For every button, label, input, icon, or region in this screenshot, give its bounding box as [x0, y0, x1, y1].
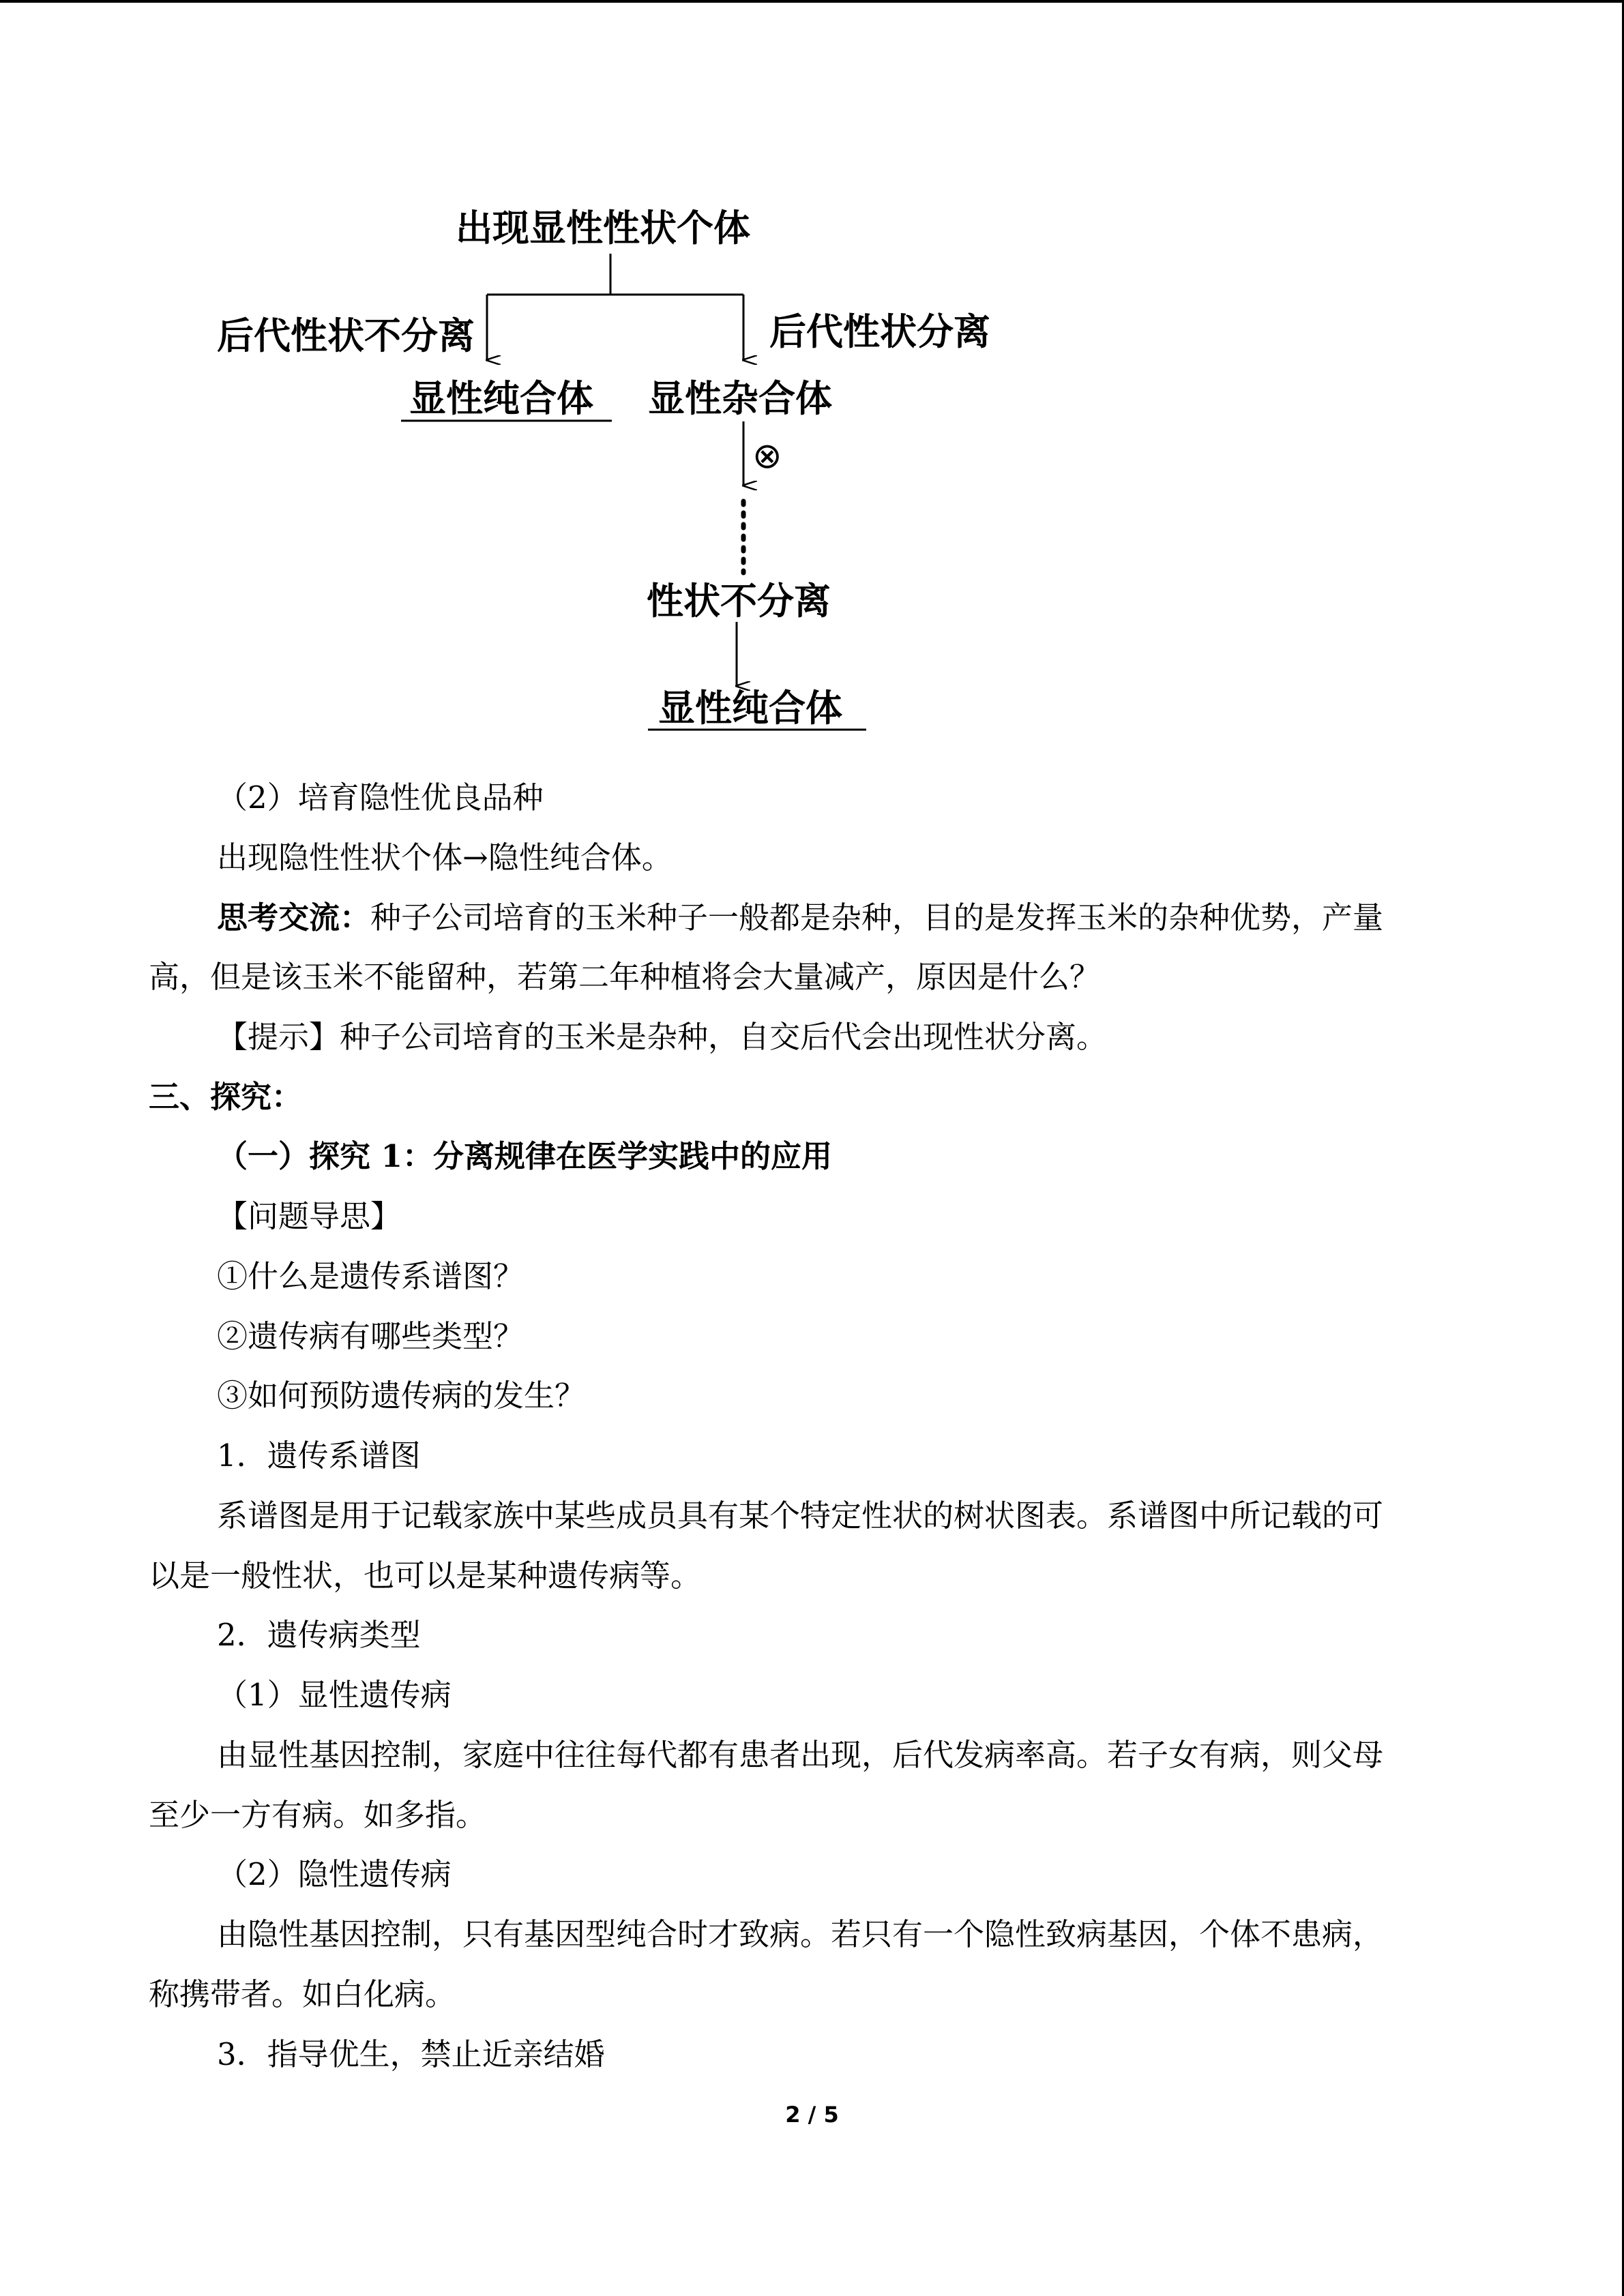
paragraph-line: 系谱图是用于记载家族中某些成员具有某个特定性状的树状图表。系谱图中所记载的可 — [217, 1497, 1384, 1534]
numbered-heading: 3．指导优生，禁止近亲结婚 — [217, 2036, 605, 2072]
diagram-branch-right-label: 后代性状分离 — [769, 310, 990, 353]
diagram-lines — [0, 0, 1624, 750]
hint-line: 【提示】种子公司培育的玉米是杂种，自交后代会出现性状分离。 — [217, 1019, 1108, 1055]
sub-heading: （2）隐性遗传病 — [217, 1856, 452, 1892]
diagram-root-label: 出现显性性状个体 — [456, 207, 750, 250]
sub-heading: （1）显性遗传病 — [217, 1677, 452, 1713]
selfing-cross-icon: ⊗ — [752, 436, 782, 477]
paragraph-line: 出现隐性性状个体→隐性纯合体。 — [217, 839, 673, 876]
page-number: 2 / 5 — [785, 2102, 839, 2128]
think-exchange-label: 思考交流： — [217, 899, 371, 936]
think-exchange-text: 种子公司培育的玉米种子一般都是杂种，目的是发挥玉米的杂种优势，产量 — [370, 899, 1384, 936]
section-heading-recessive-breeding: （2）培育隐性优良品种 — [217, 779, 544, 816]
paragraph-line: 高，但是该玉米不能留种，若第二年种植将会大量减产，原因是什么？ — [149, 959, 1101, 995]
section-heading-explore: 三、探究： — [149, 1079, 303, 1115]
question-item: ③如何预防遗传病的发生？ — [217, 1377, 586, 1414]
question-item: ①什么是遗传系谱图？ — [217, 1258, 525, 1294]
paragraph-line: 以是一般性状，也可以是某种遗传病等。 — [149, 1557, 702, 1594]
paragraph-line: 至少一方有病。如多指。 — [149, 1797, 487, 1833]
paragraph-line: 由显性基因控制，家庭中往往每代都有患者出现，后代发病率高。若子女有病，则父母 — [217, 1737, 1384, 1773]
paragraph-line: 由隐性基因控制，只有基因型纯合时才致病。若只有一个隐性致病基因，个体不患病， — [217, 1916, 1384, 1952]
diagram-node-left: 显性纯合体 — [409, 377, 593, 420]
diagram-node-bottom-mid: 性状不分离 — [647, 580, 831, 623]
paragraph-line: 称携带者。如白化病。 — [149, 1976, 456, 2012]
numbered-heading: 2．遗传病类型 — [217, 1617, 421, 1653]
numbered-heading: 1．遗传系谱图 — [217, 1437, 421, 1474]
diagram-branch-left-label: 后代性状不分离 — [217, 314, 475, 357]
diagram-node-bottom: 显性纯合体 — [658, 687, 842, 730]
question-guide-heading: 【问题导思】 — [217, 1198, 402, 1234]
question-item: ②遗传病有哪些类型？ — [217, 1318, 525, 1354]
diagram-node-right: 显性杂合体 — [648, 377, 832, 420]
think-exchange-line — [217, 899, 1384, 936]
subsection-heading-explore-1: （一）探究 1：分离规律在医学实践中的应用 — [217, 1138, 832, 1174]
